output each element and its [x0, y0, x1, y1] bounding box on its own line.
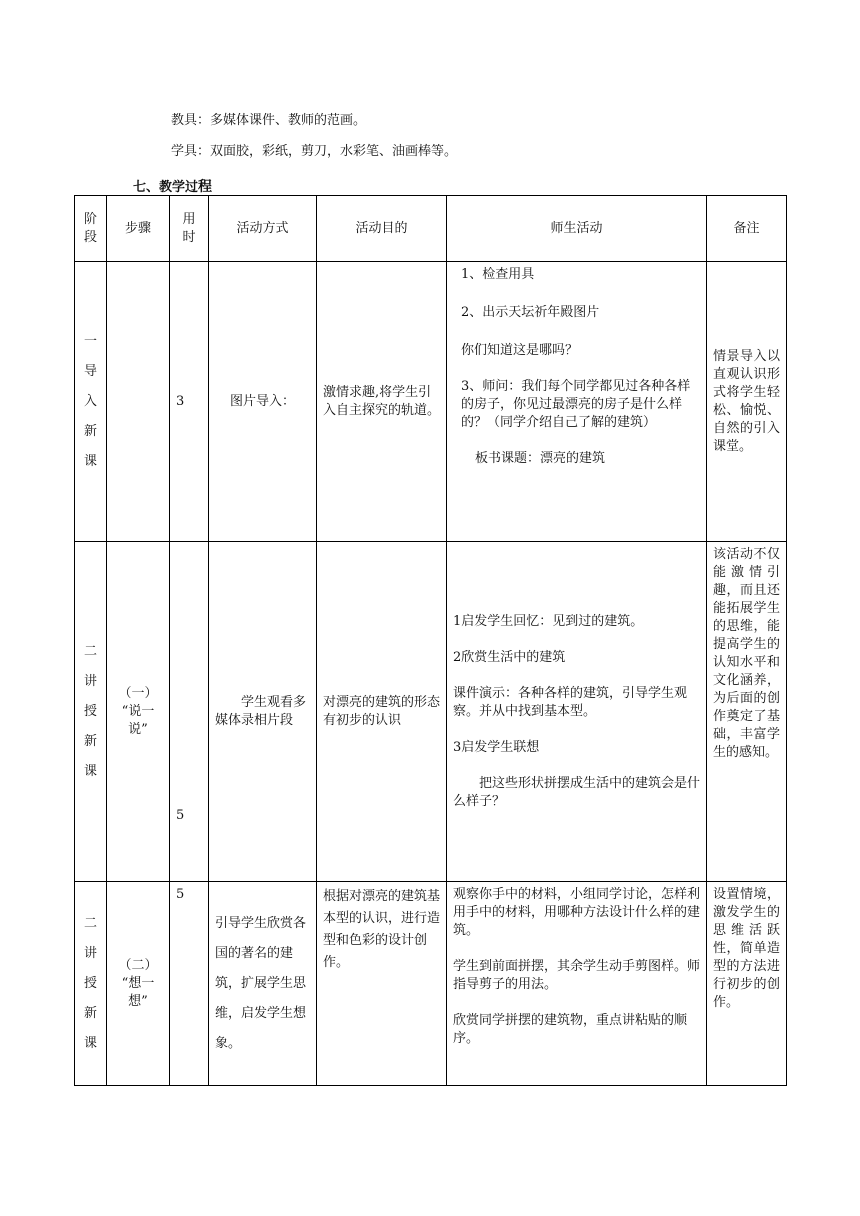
- row1-method: 图片导入：: [209, 262, 317, 542]
- activity-item: 3启发学生联想: [453, 739, 540, 755]
- row3-step-number: （二）: [118, 957, 158, 973]
- activity-item: 课件演示：各种各样的建筑，引导学生观察。并从中找到基本型。: [453, 685, 688, 719]
- activity-item: 把这些形状拼摆成生活中的建筑会是什么样子？: [453, 775, 701, 809]
- row1-stage-char: 新: [83, 423, 97, 439]
- row2-stage-char: 课: [83, 763, 97, 779]
- row1-stage-char: 入: [83, 393, 97, 409]
- row2-stage-char: 讲: [83, 673, 97, 689]
- table-row: [75, 882, 787, 1086]
- row2-step-name: “说一说”: [121, 703, 155, 737]
- activity-item: 1、检查用具: [461, 267, 535, 282]
- row2-stage: [75, 542, 107, 882]
- row1-purpose: 激情求趣,将学生引入自主探究的轨道。: [317, 262, 447, 542]
- section-title: [133, 176, 212, 196]
- header-step: 步骤: [107, 196, 170, 262]
- row1-stage-char: 导: [83, 363, 97, 379]
- activity-item: 2欣赏生活中的建筑: [453, 649, 566, 665]
- header-stage-b: 段: [83, 229, 97, 245]
- table-row: [75, 262, 787, 542]
- activity-item: 2、出示天坛祈年殿图片: [461, 305, 600, 320]
- row2-step-number: （一）: [118, 685, 158, 701]
- row1-stage-char: 一: [83, 333, 97, 349]
- header-row: [75, 196, 787, 262]
- row2-stage-char: 新: [83, 733, 97, 749]
- activity-item: 观察你手中的材料，小组同学讨论，怎样利用手中的材料，用哪种方法设计什么样的建筑。: [453, 887, 701, 938]
- header-stage-a: 阶: [83, 211, 97, 227]
- header-stage: [75, 196, 107, 262]
- row2-stage-char: 二: [83, 643, 97, 659]
- table-row: [75, 542, 787, 882]
- row3-step-name: “想一想”: [121, 975, 155, 1009]
- row3-stage-char: 讲: [83, 945, 97, 961]
- row3-step: [107, 882, 170, 1086]
- header-purpose: 活动目的: [317, 196, 447, 262]
- row2-stage-char: 授: [83, 703, 97, 719]
- row3-stage-char: 二: [83, 915, 97, 931]
- activity-item: 欣赏同学拼摆的建筑物，重点讲粘贴的顺序。: [453, 1013, 688, 1046]
- header-time-b: 时: [182, 229, 196, 245]
- row2-purpose: 对漂亮的建筑的形态有初步的认识: [317, 542, 447, 882]
- activity-item: 3、师问：我们每个同学都见过各种各样的房子，你见过最漂亮的房子是什么样的？（同学介绍自己了解的建筑）: [461, 379, 691, 430]
- student-tools: 学具：双面胶，彩纸，剪刀，水彩笔、油画棒等。: [171, 144, 458, 159]
- row3-stage-char: 课: [83, 1035, 97, 1051]
- row2-activities: [447, 542, 707, 882]
- row3-stage-char: 新: [83, 1005, 97, 1021]
- row3-stage: [75, 882, 107, 1086]
- activity-item: 1启发学生回忆：见到过的建筑。: [453, 613, 644, 629]
- row3-note: 设置情境，激发学生的思维活跃性，简单造型的方法进行初步的创作。: [707, 882, 787, 1086]
- header-method: 活动方式: [209, 196, 317, 262]
- row2-note: 该活动不仅能激情引趣，而且还能拓展学生的思维，能提高学生的认知水平和文化涵养，为后面的创作奠定了基础，丰富学生的感知。: [707, 542, 787, 882]
- row1-stage: [75, 262, 107, 542]
- row1-time: 3: [170, 262, 209, 542]
- row1-stage-char: 课: [83, 453, 97, 469]
- row1-note: 情景导入以直观认识形式将学生轻松、愉悦、自然的引入课堂。: [707, 262, 787, 542]
- teaching-process-table: [74, 195, 787, 1086]
- row2-method: 学生观看多媒体录相片段: [209, 542, 317, 882]
- row3-stage-char: 授: [83, 975, 97, 991]
- header-note: 备注: [707, 196, 787, 262]
- row3-activities: [447, 882, 707, 1086]
- row3-purpose: 根据对漂亮的建筑基本型的认识，进行造型和色彩的设计创作。: [317, 882, 447, 1086]
- section-title-prefix: 七、教学过: [133, 180, 199, 195]
- activity-item: 学生到前面拼摆，其余学生动手剪图样。师指导剪子的用法。: [453, 959, 701, 992]
- row2-step: [107, 542, 170, 882]
- activity-item: 你们知道这是哪吗？: [461, 343, 579, 358]
- row2-time: 5: [170, 542, 209, 882]
- section-title-suffix: 程: [198, 179, 213, 195]
- header-activity: 师生活动: [447, 196, 707, 262]
- row3-method: 引导学生欣赏各国的著名的建筑，扩展学生思维，启发学生想象。: [209, 882, 317, 1086]
- row3-time: 5: [170, 882, 209, 1086]
- header-time: [170, 196, 209, 262]
- row1-activities: [447, 262, 707, 542]
- activity-item: 板书课题：漂亮的建筑: [475, 451, 606, 466]
- teacher-tools: 教具：多媒体课件、教师的范画。: [171, 113, 367, 128]
- header-time-a: 用: [182, 211, 196, 227]
- row1-step: [107, 262, 170, 542]
